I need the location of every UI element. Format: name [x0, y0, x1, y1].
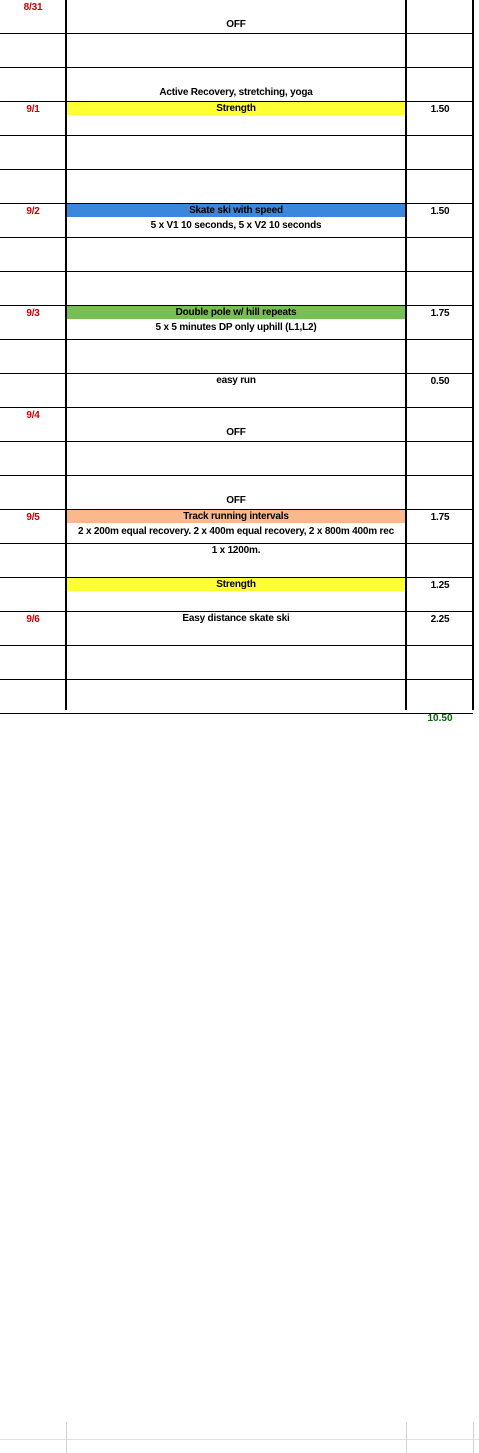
workout-cell[interactable]	[67, 340, 405, 374]
workout-detail: OFF	[226, 19, 246, 30]
schedule-row	[0, 646, 479, 680]
date-cell[interactable]	[0, 476, 66, 510]
workout-detail: OFF	[226, 495, 246, 506]
date-cell[interactable]	[0, 544, 66, 578]
hours-text: 1.75	[430, 512, 450, 523]
schedule-row	[0, 340, 479, 374]
grid-line	[473, 1422, 474, 1453]
hours-cell[interactable]	[407, 340, 473, 374]
workout-title: easy run	[216, 375, 256, 386]
hours-cell[interactable]	[407, 442, 473, 476]
date-text: 9/1	[26, 104, 40, 115]
workout-detail: Active Recovery, stretching, yoga	[159, 87, 313, 98]
hours-cell[interactable]	[407, 408, 473, 442]
workout-cell[interactable]	[67, 408, 405, 442]
schedule-row	[0, 102, 479, 136]
schedule-row	[0, 442, 479, 476]
date-cell[interactable]	[0, 34, 66, 68]
schedule-row	[0, 612, 479, 646]
hours-cell[interactable]	[407, 510, 473, 544]
date-text: 9/2	[26, 206, 40, 217]
workout-title: Strength	[216, 579, 256, 590]
schedule-row	[0, 0, 479, 34]
schedule-row	[0, 238, 479, 272]
date-cell[interactable]	[0, 510, 66, 544]
schedule-row	[0, 136, 479, 170]
workout-cell[interactable]	[67, 612, 405, 646]
workout-cell[interactable]	[67, 68, 405, 102]
date-text: 9/3	[26, 308, 40, 319]
hours-cell[interactable]	[407, 612, 473, 646]
schedule-row	[0, 374, 479, 408]
date-text: 9/4	[26, 410, 40, 421]
workout-detail: OFF	[226, 427, 246, 438]
schedule-row	[0, 34, 479, 68]
hours-cell[interactable]	[407, 68, 473, 102]
schedule-row	[0, 204, 479, 238]
hours-cell[interactable]	[407, 34, 473, 68]
workout-cell[interactable]	[67, 34, 405, 68]
date-cell[interactable]	[0, 136, 66, 170]
date-cell[interactable]	[0, 272, 66, 306]
date-text: 8/31	[23, 2, 43, 13]
workout-cell[interactable]	[67, 0, 405, 34]
schedule-row	[0, 476, 479, 510]
date-cell[interactable]	[0, 238, 66, 272]
hours-cell[interactable]	[407, 680, 473, 714]
hours-text: 1.25	[430, 580, 450, 591]
grid-line	[66, 1422, 67, 1453]
workout-title: Easy distance skate ski	[182, 613, 290, 624]
workout-cell[interactable]	[67, 170, 405, 204]
date-cell[interactable]	[0, 612, 66, 646]
hours-text: 1.75	[430, 308, 450, 319]
hours-text: 0.50	[430, 376, 450, 387]
column-divider-date	[65, 0, 67, 710]
date-cell[interactable]	[0, 646, 66, 680]
workout-cell[interactable]	[67, 476, 405, 510]
workout-title: Strength	[216, 103, 256, 114]
date-cell[interactable]	[0, 68, 66, 102]
schedule-row	[0, 306, 479, 340]
hours-cell[interactable]	[407, 476, 473, 510]
workout-cell[interactable]	[67, 204, 405, 238]
hours-cell[interactable]	[407, 238, 473, 272]
hours-text: 1.50	[430, 104, 450, 115]
date-cell[interactable]	[0, 680, 66, 714]
workout-detail: 5 x V1 10 seconds, 5 x V2 10 seconds	[150, 220, 322, 231]
grid-line	[406, 1422, 407, 1453]
schedule-row	[0, 68, 479, 102]
workout-cell[interactable]	[67, 578, 405, 612]
workout-detail: 5 x 5 minutes DP only uphill (L1,L2)	[155, 322, 317, 333]
workout-cell[interactable]	[67, 102, 405, 136]
hours-cell[interactable]	[407, 646, 473, 680]
schedule-row	[0, 544, 479, 578]
workout-cell[interactable]	[67, 374, 405, 408]
date-text: 9/6	[26, 614, 40, 625]
workout-cell[interactable]	[67, 238, 405, 272]
workout-cell[interactable]	[67, 306, 405, 340]
date-cell[interactable]	[0, 340, 66, 374]
workout-detail: 2 x 200m equal recovery. 2 x 400m equal recovery, 2 x 800m 400m rec	[78, 526, 394, 537]
date-cell[interactable]	[0, 170, 66, 204]
grid-line	[0, 1439, 479, 1440]
date-cell[interactable]	[0, 578, 66, 612]
workout-cell[interactable]	[67, 680, 405, 714]
hours-cell[interactable]	[407, 544, 473, 578]
date-cell[interactable]	[0, 102, 66, 136]
hours-cell[interactable]	[407, 102, 473, 136]
hours-cell[interactable]	[407, 136, 473, 170]
workout-title: Double pole w/ hill repeats	[175, 307, 297, 318]
workout-cell[interactable]	[67, 136, 405, 170]
hours-cell[interactable]	[407, 374, 473, 408]
date-cell[interactable]	[0, 442, 66, 476]
workout-cell[interactable]	[67, 544, 405, 578]
schedule-row	[0, 272, 479, 306]
date-text: 9/5	[26, 512, 40, 523]
schedule-row	[0, 510, 479, 544]
workout-title: Skate ski with speed	[189, 205, 283, 216]
workout-cell[interactable]	[67, 442, 405, 476]
workout-cell[interactable]	[67, 510, 405, 544]
date-cell[interactable]	[0, 408, 66, 442]
hours-cell[interactable]	[407, 170, 473, 204]
hours-cell[interactable]	[407, 306, 473, 340]
workout-title: Track running intervals	[183, 511, 289, 522]
schedule-row	[0, 578, 479, 612]
column-divider-hours	[405, 0, 407, 710]
workout-title: 1 x 1200m.	[211, 545, 261, 556]
date-cell[interactable]	[0, 306, 66, 340]
hours-text: 2.25	[430, 614, 450, 625]
total-row	[0, 711, 479, 742]
hours-cell[interactable]	[407, 204, 473, 238]
date-cell[interactable]	[0, 374, 66, 408]
hours-cell[interactable]	[407, 578, 473, 612]
total-hours: 10.50	[427, 713, 453, 724]
workout-cell[interactable]	[67, 272, 405, 306]
hours-cell[interactable]	[407, 272, 473, 306]
column-divider-right	[472, 0, 474, 710]
schedule-row	[0, 170, 479, 204]
hours-text: 1.50	[430, 206, 450, 217]
date-cell[interactable]	[0, 0, 66, 34]
date-cell[interactable]	[0, 204, 66, 238]
hours-cell[interactable]	[407, 0, 473, 34]
schedule-row	[0, 408, 479, 442]
workout-cell[interactable]	[67, 646, 405, 680]
schedule-row	[0, 680, 479, 714]
